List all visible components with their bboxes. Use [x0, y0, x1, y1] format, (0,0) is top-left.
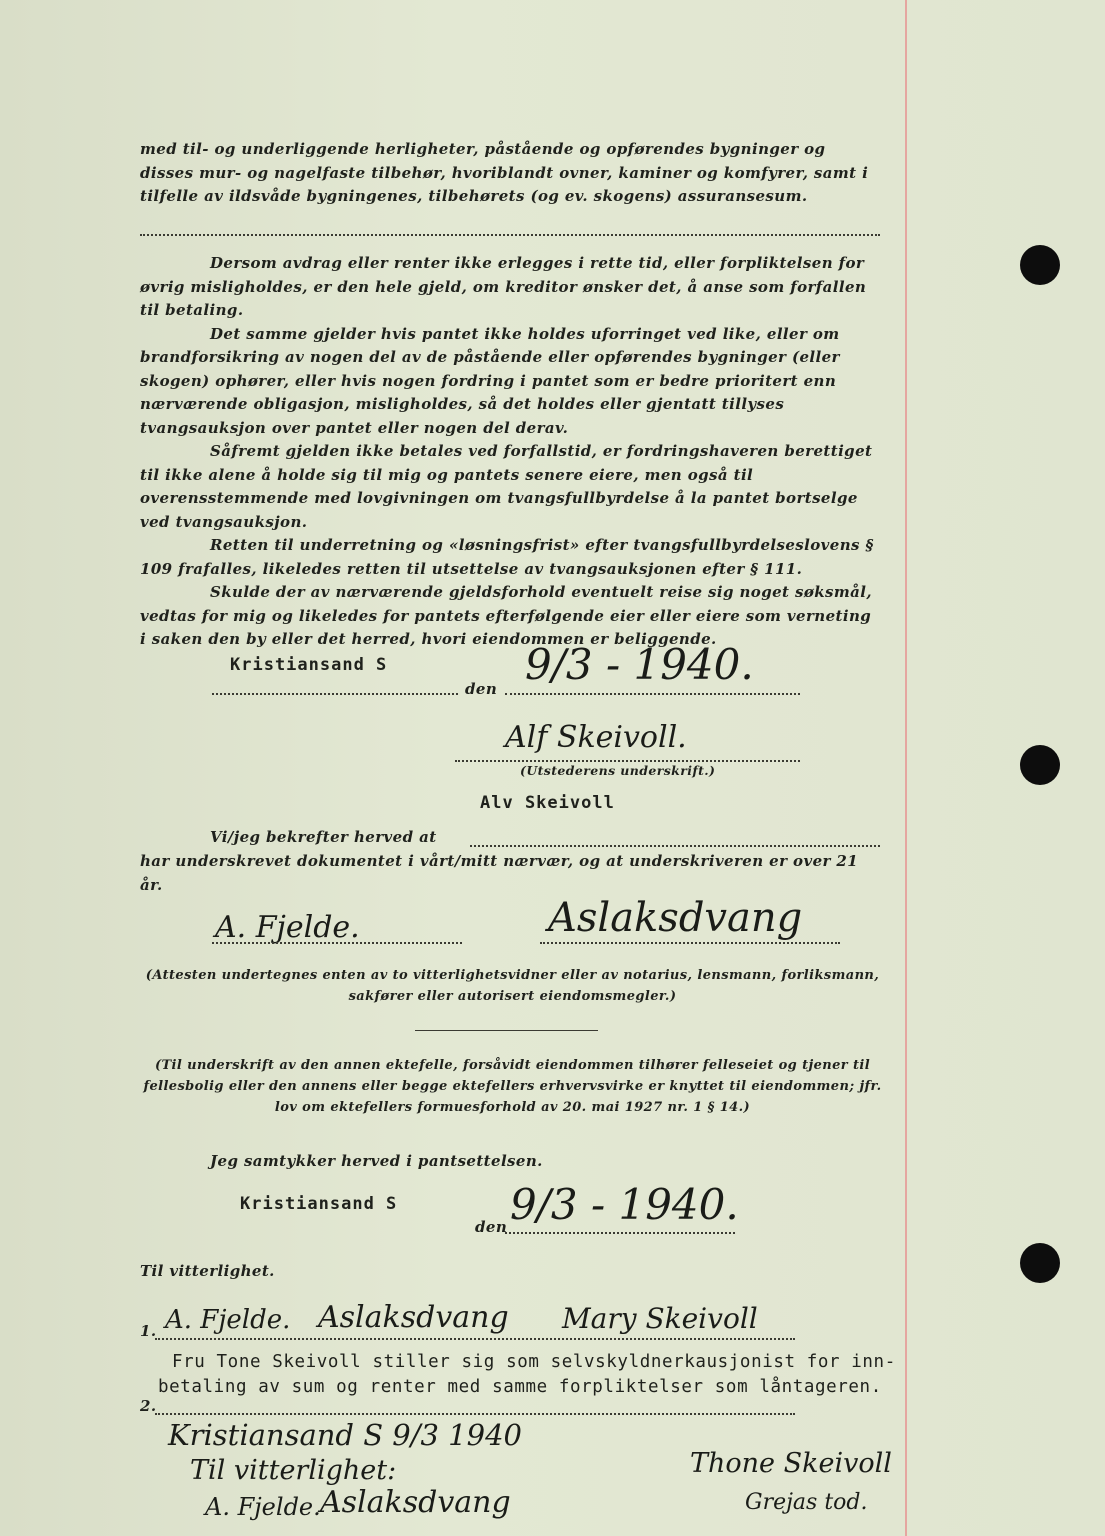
spouse-note: (Til underskrift av den annen ektefelle, forsåvidt eiendommen tilhører felleseiet og tjener til fellesbolig eller den annens eller begge ektefellers erhvervsvirke er knyttet til eiendommen; jfr. lov om ektefellers formuesforhold av 20. mai 1927 nr. 1 § 14.) — [143, 1058, 882, 1115]
row1-signature-a: A. Fjelde. — [165, 1305, 291, 1335]
clause-pledge: Det samme gjelder hvis pantet ikke holdes uforringet ved like, eller om brandforsikring av nogen del av de påstående eller opførendes bygninger (eller skogen) ophører, eller hvis nogen fordring i pantet som er bedre prioritert enn nærværende obligasjon, misligholdes, så det holdes eller gjentatt tillyses tvangsauksjon over pantet eller nogen del derav. — [140, 324, 840, 437]
row1-signature-b: Aslaksdvang — [318, 1300, 509, 1335]
terms-paragraphs — [140, 252, 880, 652]
signature-line-1 — [455, 760, 800, 762]
clause-default: Dersom avdrag eller renter ikke erlegges i rette tid, eller forpliktelsen for øvrig misligholdes, er den hele gjeld, om kreditor ønsker det, å anse som forfallen til betaling. — [140, 254, 867, 319]
witness-line-1 — [212, 942, 462, 944]
row1-signature-c: Mary Skeivoll — [562, 1302, 758, 1335]
punch-hole-icon — [1020, 245, 1060, 285]
hand-place-date: Kristiansand S 9/3 1940 — [168, 1418, 522, 1452]
witness-signature-1: A. Fjelde. — [215, 910, 360, 945]
witness-row-line-1 — [155, 1338, 795, 1340]
punch-hole-icon — [1020, 745, 1060, 785]
confirm-text-1: Vi/jeg bekrefter herved at — [210, 828, 437, 846]
hand-grejas: Grejas tod. — [745, 1490, 868, 1515]
separator-rule — [415, 1030, 598, 1031]
dotted-rule — [140, 234, 880, 236]
hand-til-vitterlighet: Til vitterlighet: — [190, 1455, 397, 1486]
date-line-1 — [505, 693, 800, 695]
den-label-1: den — [465, 680, 498, 698]
hand-fjelde: A. Fjelde. — [205, 1493, 321, 1521]
date-line-2 — [505, 1232, 735, 1234]
den-label-2: den — [475, 1218, 508, 1236]
attest-note: (Attesten undertegnes enten av to vitterlighetsvidner eller av notarius, lensmann, forliksmann, sakfører eller autorisert eiendomsmegler.) — [145, 968, 880, 1004]
place-line-1 — [212, 693, 458, 695]
til-vitterlighet-label: Til vitterlighet. — [140, 1262, 275, 1280]
witness-row-line-2 — [155, 1413, 795, 1415]
clause-venue: Skulde der av nærværende gjeldsforhold eventuelt reise sig noget søksmål, vedtas for mig og likeledes for pantets efterfølgende eier eller eiere som verneting i saken den by eller det herred, hvori eiendommen er beliggende. — [140, 583, 872, 648]
clause-notice: Retten til underretning og «løsningsfrist» efter tvangsfullbyrdelseslovens § 109 frafalles, likeledes retten til utsettelse av tvangsauksjonen efter § 111. — [140, 536, 874, 578]
clause-maturity: Såfremt gjelden ikke betales ved forfallstid, er fordringshaveren berettiget til ikke alene å holde sig til mig og pantets senere eiere, men også til overensstemmende med lovgivningen om tvangsfullbyrdelse å la pantet bortselge ved tvangsauksjon. — [140, 442, 873, 531]
witness-line-2 — [540, 942, 840, 944]
hand-aslaksdvang: Aslaksdvang — [320, 1485, 511, 1520]
hand-thone-skeivoll: Thone Skeivoll — [690, 1448, 892, 1479]
place-stamp-2: Kristiansand S — [240, 1194, 398, 1214]
typed-guarantor-line-1: Fru Tone Skeivoll stiller sig som selvskyldnerkausjonist for inn- — [172, 1352, 896, 1372]
confirm-name-line — [470, 845, 880, 847]
handwritten-date-2: 9/3 - 1940. — [510, 1180, 739, 1229]
punch-hole-icon — [1020, 1243, 1060, 1283]
handwritten-date-1: 9/3 - 1940. — [525, 640, 754, 689]
issuer-signature: Alf Skeivoll. — [505, 720, 687, 755]
issuer-name-stamp: Alv Skeivoll — [480, 793, 615, 813]
intro-paragraph: med til- og underliggende herligheter, påstående og opførendes bygninger og disses mur- og nagelfaste tilbehør, hvoriblandt ovner, kaminer og komfyrer, samt i tilfelle av ildsvåde bygningenes, tilbehørets (og ev. skogens) assuransesum. — [140, 140, 869, 205]
place-stamp-1: Kristiansand S — [230, 655, 388, 675]
witness-signature-2: Aslaksdvang — [548, 895, 803, 941]
confirm-text-2: har underskrevet dokumentet i vårt/mitt nærvær, og at underskriveren er over 21 år. — [140, 852, 859, 894]
red-margin-line — [905, 0, 907, 1536]
typed-guarantor-line-2: betaling av sum og renter med samme forpliktelser som låntageren. — [158, 1377, 882, 1397]
issuer-label: (Utstederens underskrift.) — [520, 763, 716, 778]
line-number-1: 1. — [140, 1322, 157, 1340]
line-number-2: 2. — [140, 1397, 157, 1415]
consent-text: Jeg samtykker herved i pantsettelsen. — [210, 1152, 543, 1170]
